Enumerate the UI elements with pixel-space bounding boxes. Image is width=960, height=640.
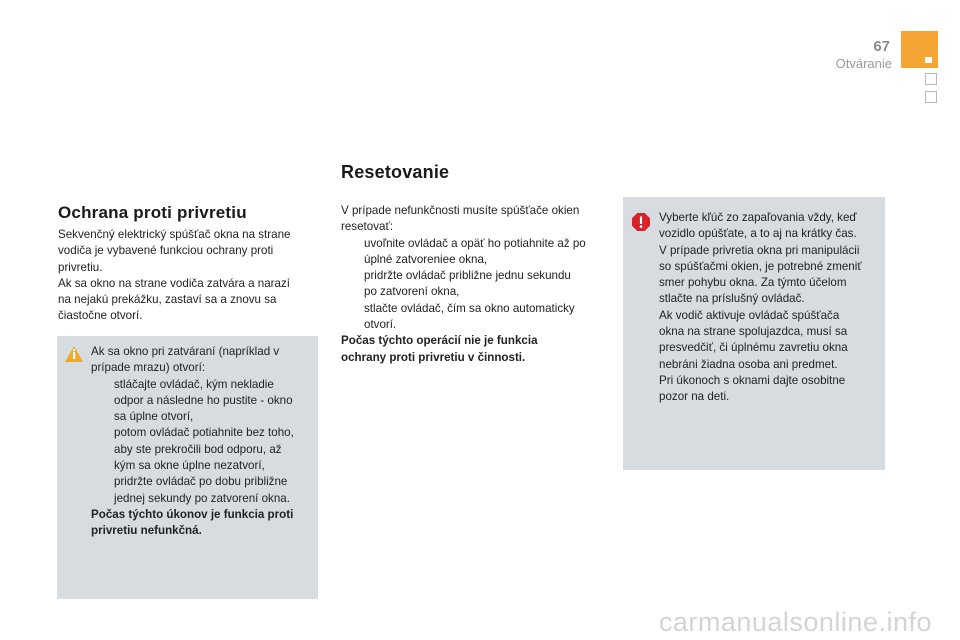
text-line: vozidlo opúšťate, a to aj na krátky čas.: [659, 227, 857, 241]
text-line: pridržte ovládač po dobu približne: [114, 475, 288, 489]
warning-icon: [632, 213, 650, 231]
text-line: Sekvenčný elektrický spúšťač okna na strane: [58, 228, 291, 241]
text-line: pridržte ovládač približne jednu sekundu: [364, 269, 571, 283]
text-line: so spúšťačmi okien, je potrebné zmeniť: [659, 259, 862, 273]
text-line: čiastočne otvorí.: [58, 309, 143, 323]
list-item: [341, 301, 609, 334]
text-line: Pri úkonoch s oknami dajte osobitne: [659, 373, 846, 387]
bullet-icon: [91, 377, 114, 426]
text-line: Vyberte kľúč zo zapaľovania vždy, keď: [659, 211, 857, 224]
bullet-icon: [341, 301, 364, 334]
info-box: [57, 336, 318, 599]
text-line: okna na strane spolujazdca, musí sa: [659, 325, 848, 339]
section-title-reset: Resetovanie: [341, 162, 450, 182]
text-line: sa úplne otvorí,: [114, 410, 194, 424]
text-line: otvorí.: [364, 318, 397, 332]
text-line: na nejakú prekážku, zastaví sa a znovu sa: [58, 293, 277, 307]
text-line: Ak vodič aktivuje ovládač spúšťača: [659, 308, 840, 322]
text-line: jednej sekundy po zatvorení okna.: [114, 491, 290, 505]
chapter-tab-empty-2: [925, 91, 937, 103]
text-line: stláčajte ovládač, kým nekladie: [114, 377, 274, 391]
text-line: nebráni žiadna osoba ani predmet.: [659, 357, 838, 371]
chapter-tab: [901, 31, 938, 68]
text-line: uvoľnite ovládač a opäť ho potiahnite až po: [364, 236, 586, 250]
warning-text: [659, 210, 881, 406]
chapter-tab-empty-1: [925, 73, 937, 85]
text-line: Ak sa okno na strane vodiča zatvára a narazí: [58, 276, 291, 290]
note-bold: privretiu nefunkčná.: [91, 524, 202, 538]
info-text: [91, 344, 313, 540]
bullet-icon: [341, 236, 364, 269]
bullet-icon: [91, 425, 114, 474]
text-line: V prípade nefunkčnosti musíte spúšťače okien: [341, 204, 580, 217]
bullet-icon: [341, 268, 364, 301]
text-line: presvedčiť, či úplnému zavretiu okna: [659, 341, 848, 355]
reset-text: [341, 203, 609, 366]
list-item: [91, 474, 313, 507]
list-item: [341, 268, 609, 301]
text-line: pozor na deti.: [659, 390, 730, 404]
text-line: Ak sa okno pri zatváraní (napríklad v: [91, 345, 280, 358]
text-line: smer pohybu okna. Za týmto účelom: [659, 276, 847, 290]
warning-box: [623, 197, 885, 470]
text-line: úplné zatvoreniee okna,: [364, 252, 488, 266]
list-item: [91, 425, 313, 474]
watermark: carmanualsonline.info: [658, 607, 932, 637]
tab-marker: [925, 57, 932, 63]
text-line: vodiča je vybavené funkciou ochrany proti: [58, 244, 274, 258]
text-line: privretiu.: [58, 260, 103, 274]
note-bold: ochrany proti privretiu v činnosti.: [341, 350, 526, 364]
text-line: po zatvorení okna,: [364, 285, 460, 299]
info-icon: [65, 346, 83, 362]
list-item: [91, 377, 313, 426]
text-line: aby ste prekročili bod odporu, až: [114, 442, 282, 456]
text-line: stlačte na príslušný ovládač.: [659, 292, 805, 306]
bullet-icon: [91, 474, 114, 507]
text-line: kým sa okne úplne nezatvorí,: [114, 459, 265, 473]
text-line: prípade mrazu) otvorí:: [91, 361, 206, 375]
list-item: [341, 236, 609, 269]
note-bold: Počas týchto operácií nie je funkcia: [341, 334, 538, 348]
text-line: V prípade privretia okna pri manipulácii: [659, 243, 860, 257]
page-number: 67: [873, 38, 890, 55]
text-line: potom ovládač potiahnite bez toho,: [114, 426, 294, 440]
text-line: odpor a následne ho pustite - okno: [114, 393, 293, 407]
section-name: Otváranie: [835, 56, 892, 71]
note-bold: Počas týchto úkonov je funkcia proti: [91, 507, 294, 521]
anti-pinch-paragraph: [58, 227, 318, 325]
section-title-anti-pinch: Ochrana proti privretiu: [58, 203, 247, 222]
text-line: resetovať:: [341, 220, 394, 234]
text-line: stlačte ovládač, čím sa okno automaticky: [364, 301, 575, 315]
